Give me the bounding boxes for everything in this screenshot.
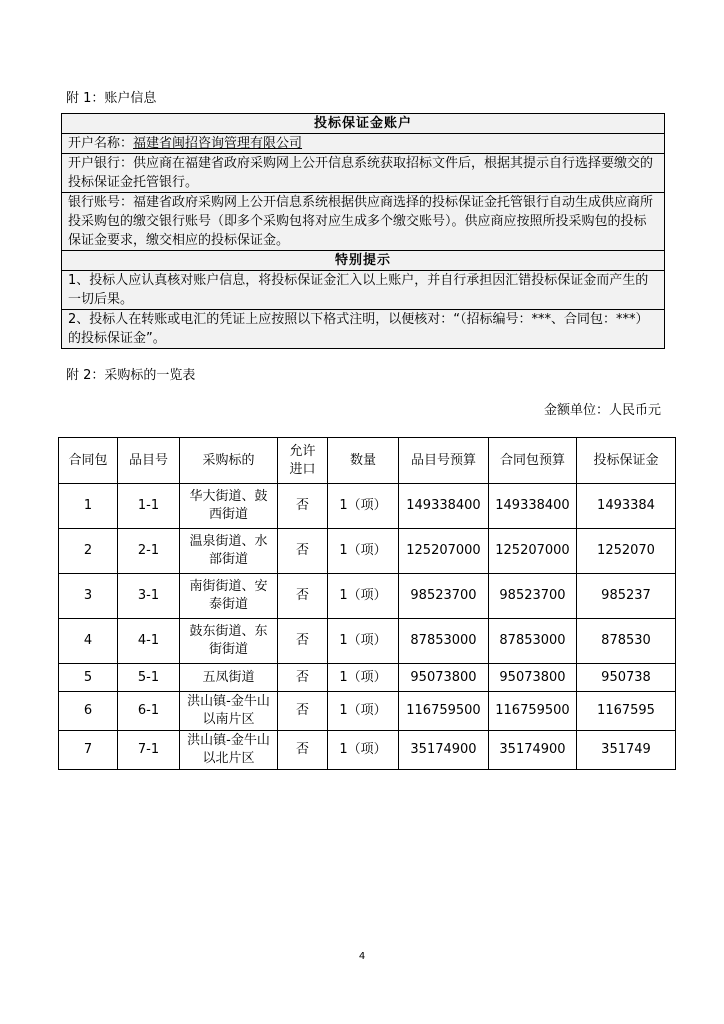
table-cell: 否 xyxy=(278,731,328,770)
table-cell: 7 xyxy=(59,731,118,770)
header-cell: 品目号 xyxy=(118,438,180,484)
account-info-box xyxy=(61,113,665,349)
table-cell: 87853000 xyxy=(399,619,489,664)
account-number-row: 银行账号：福建省政府采购网上公开信息系统根据供应商选择的投标保证金托管银行自动生成供应商所投采购包的缴交银行账号（即多个采购包将对应生成多个缴交账号）。供应商应按照所投采购包的投标保证金要求，缴交相应的投标保证金。 xyxy=(62,193,664,251)
table-cell: 1（项） xyxy=(328,731,399,770)
notice-item-2: 2、投标人在转账或电汇的凭证上应按照以下格式注明，以便核对：“（招标编号：***、合同包：***）的投标保证金”。 xyxy=(62,310,664,349)
table-cell: 149338400 xyxy=(399,484,489,529)
table-cell: 5 xyxy=(59,664,118,692)
appendix2-title: 附 2：采购标的一览表 xyxy=(66,368,196,383)
procurement-table xyxy=(58,437,676,770)
currency-unit: 金额单位：人民币元 xyxy=(543,403,661,418)
table-cell: 华大街道、鼓西街道 xyxy=(180,484,278,529)
notice-header: 特别提示 xyxy=(62,251,664,271)
table-cell: 98523700 xyxy=(489,574,577,619)
header-cell: 采购标的 xyxy=(180,438,278,484)
table-cell: 1（项） xyxy=(328,692,399,731)
header-cell: 数量 xyxy=(328,438,399,484)
account-header: 投标保证金账户 xyxy=(62,114,664,134)
header-cell: 品目号预算 xyxy=(399,438,489,484)
table-cell: 116759500 xyxy=(489,692,577,731)
table-cell: 洪山镇-金牛山以北片区 xyxy=(180,731,278,770)
table-cell: 否 xyxy=(278,484,328,529)
table-cell: 4-1 xyxy=(118,619,180,664)
account-name-value: 福建省闽招咨询管理有限公司 xyxy=(133,136,303,151)
table-cell: 温泉街道、水部街道 xyxy=(180,529,278,574)
appendix1-title: 附 1：账户信息 xyxy=(66,91,157,106)
table-cell: 95073800 xyxy=(489,664,577,692)
table-cell: 125207000 xyxy=(489,529,577,574)
table-row xyxy=(59,692,676,731)
table-row xyxy=(59,619,676,664)
table-cell: 五凤街道 xyxy=(180,664,278,692)
header-cell: 允许进口 xyxy=(278,438,328,484)
table-cell: 否 xyxy=(278,692,328,731)
table-cell: 6 xyxy=(59,692,118,731)
table-cell: 1493384 xyxy=(577,484,676,529)
table-cell: 1（项） xyxy=(328,484,399,529)
table-cell: 1（项） xyxy=(328,574,399,619)
table-cell: 149338400 xyxy=(489,484,577,529)
table-cell: 1（项） xyxy=(328,664,399,692)
table-cell: 洪山镇-金牛山以南片区 xyxy=(180,692,278,731)
table-cell: 1-1 xyxy=(118,484,180,529)
table-cell: 2-1 xyxy=(118,529,180,574)
table-cell: 1 xyxy=(59,484,118,529)
table-row xyxy=(59,664,676,692)
table-cell: 35174900 xyxy=(399,731,489,770)
table-cell: 87853000 xyxy=(489,619,577,664)
table-cell: 7-1 xyxy=(118,731,180,770)
table-cell: 3 xyxy=(59,574,118,619)
table-cell: 2 xyxy=(59,529,118,574)
notice-item-1: 1、投标人应认真核对账户信息，将投标保证金汇入以上账户，并自行承担因汇错投标保证金而产生的一切后果。 xyxy=(62,271,664,310)
header-cell: 合同包 xyxy=(59,438,118,484)
table-cell: 950738 xyxy=(577,664,676,692)
table-cell: 95073800 xyxy=(399,664,489,692)
page-number: 4 xyxy=(358,951,366,962)
table-cell: 351749 xyxy=(577,731,676,770)
table-cell: 125207000 xyxy=(399,529,489,574)
table-cell: 1252070 xyxy=(577,529,676,574)
table-cell: 否 xyxy=(278,664,328,692)
table-cell: 1167595 xyxy=(577,692,676,731)
table-cell: 否 xyxy=(278,529,328,574)
table-cell: 否 xyxy=(278,619,328,664)
account-name-label: 开户名称： xyxy=(68,136,134,151)
table-cell: 4 xyxy=(59,619,118,664)
table-row xyxy=(59,731,676,770)
table-row xyxy=(59,574,676,619)
table-cell: 1（项） xyxy=(328,619,399,664)
table-cell: 98523700 xyxy=(399,574,489,619)
table-cell: 1（项） xyxy=(328,529,399,574)
table-row xyxy=(59,529,676,574)
table-cell: 3-1 xyxy=(118,574,180,619)
table-cell: 鼓东街道、东街街道 xyxy=(180,619,278,664)
table-cell: 6-1 xyxy=(118,692,180,731)
header-cell: 合同包预算 xyxy=(489,438,577,484)
table-row xyxy=(59,484,676,529)
table-cell: 5-1 xyxy=(118,664,180,692)
table-cell: 985237 xyxy=(577,574,676,619)
table-cell: 南街街道、安泰街道 xyxy=(180,574,278,619)
header-cell: 投标保证金 xyxy=(577,438,676,484)
table-cell: 878530 xyxy=(577,619,676,664)
table-cell: 116759500 xyxy=(399,692,489,731)
table-cell: 35174900 xyxy=(489,731,577,770)
account-bank-row: 开户银行：供应商在福建省政府采购网上公开信息系统获取招标文件后，根据其提示自行选择要缴交的投标保证金托管银行。 xyxy=(62,154,664,193)
account-name-row xyxy=(62,134,664,154)
table-header-row xyxy=(59,438,676,484)
table-cell: 否 xyxy=(278,574,328,619)
